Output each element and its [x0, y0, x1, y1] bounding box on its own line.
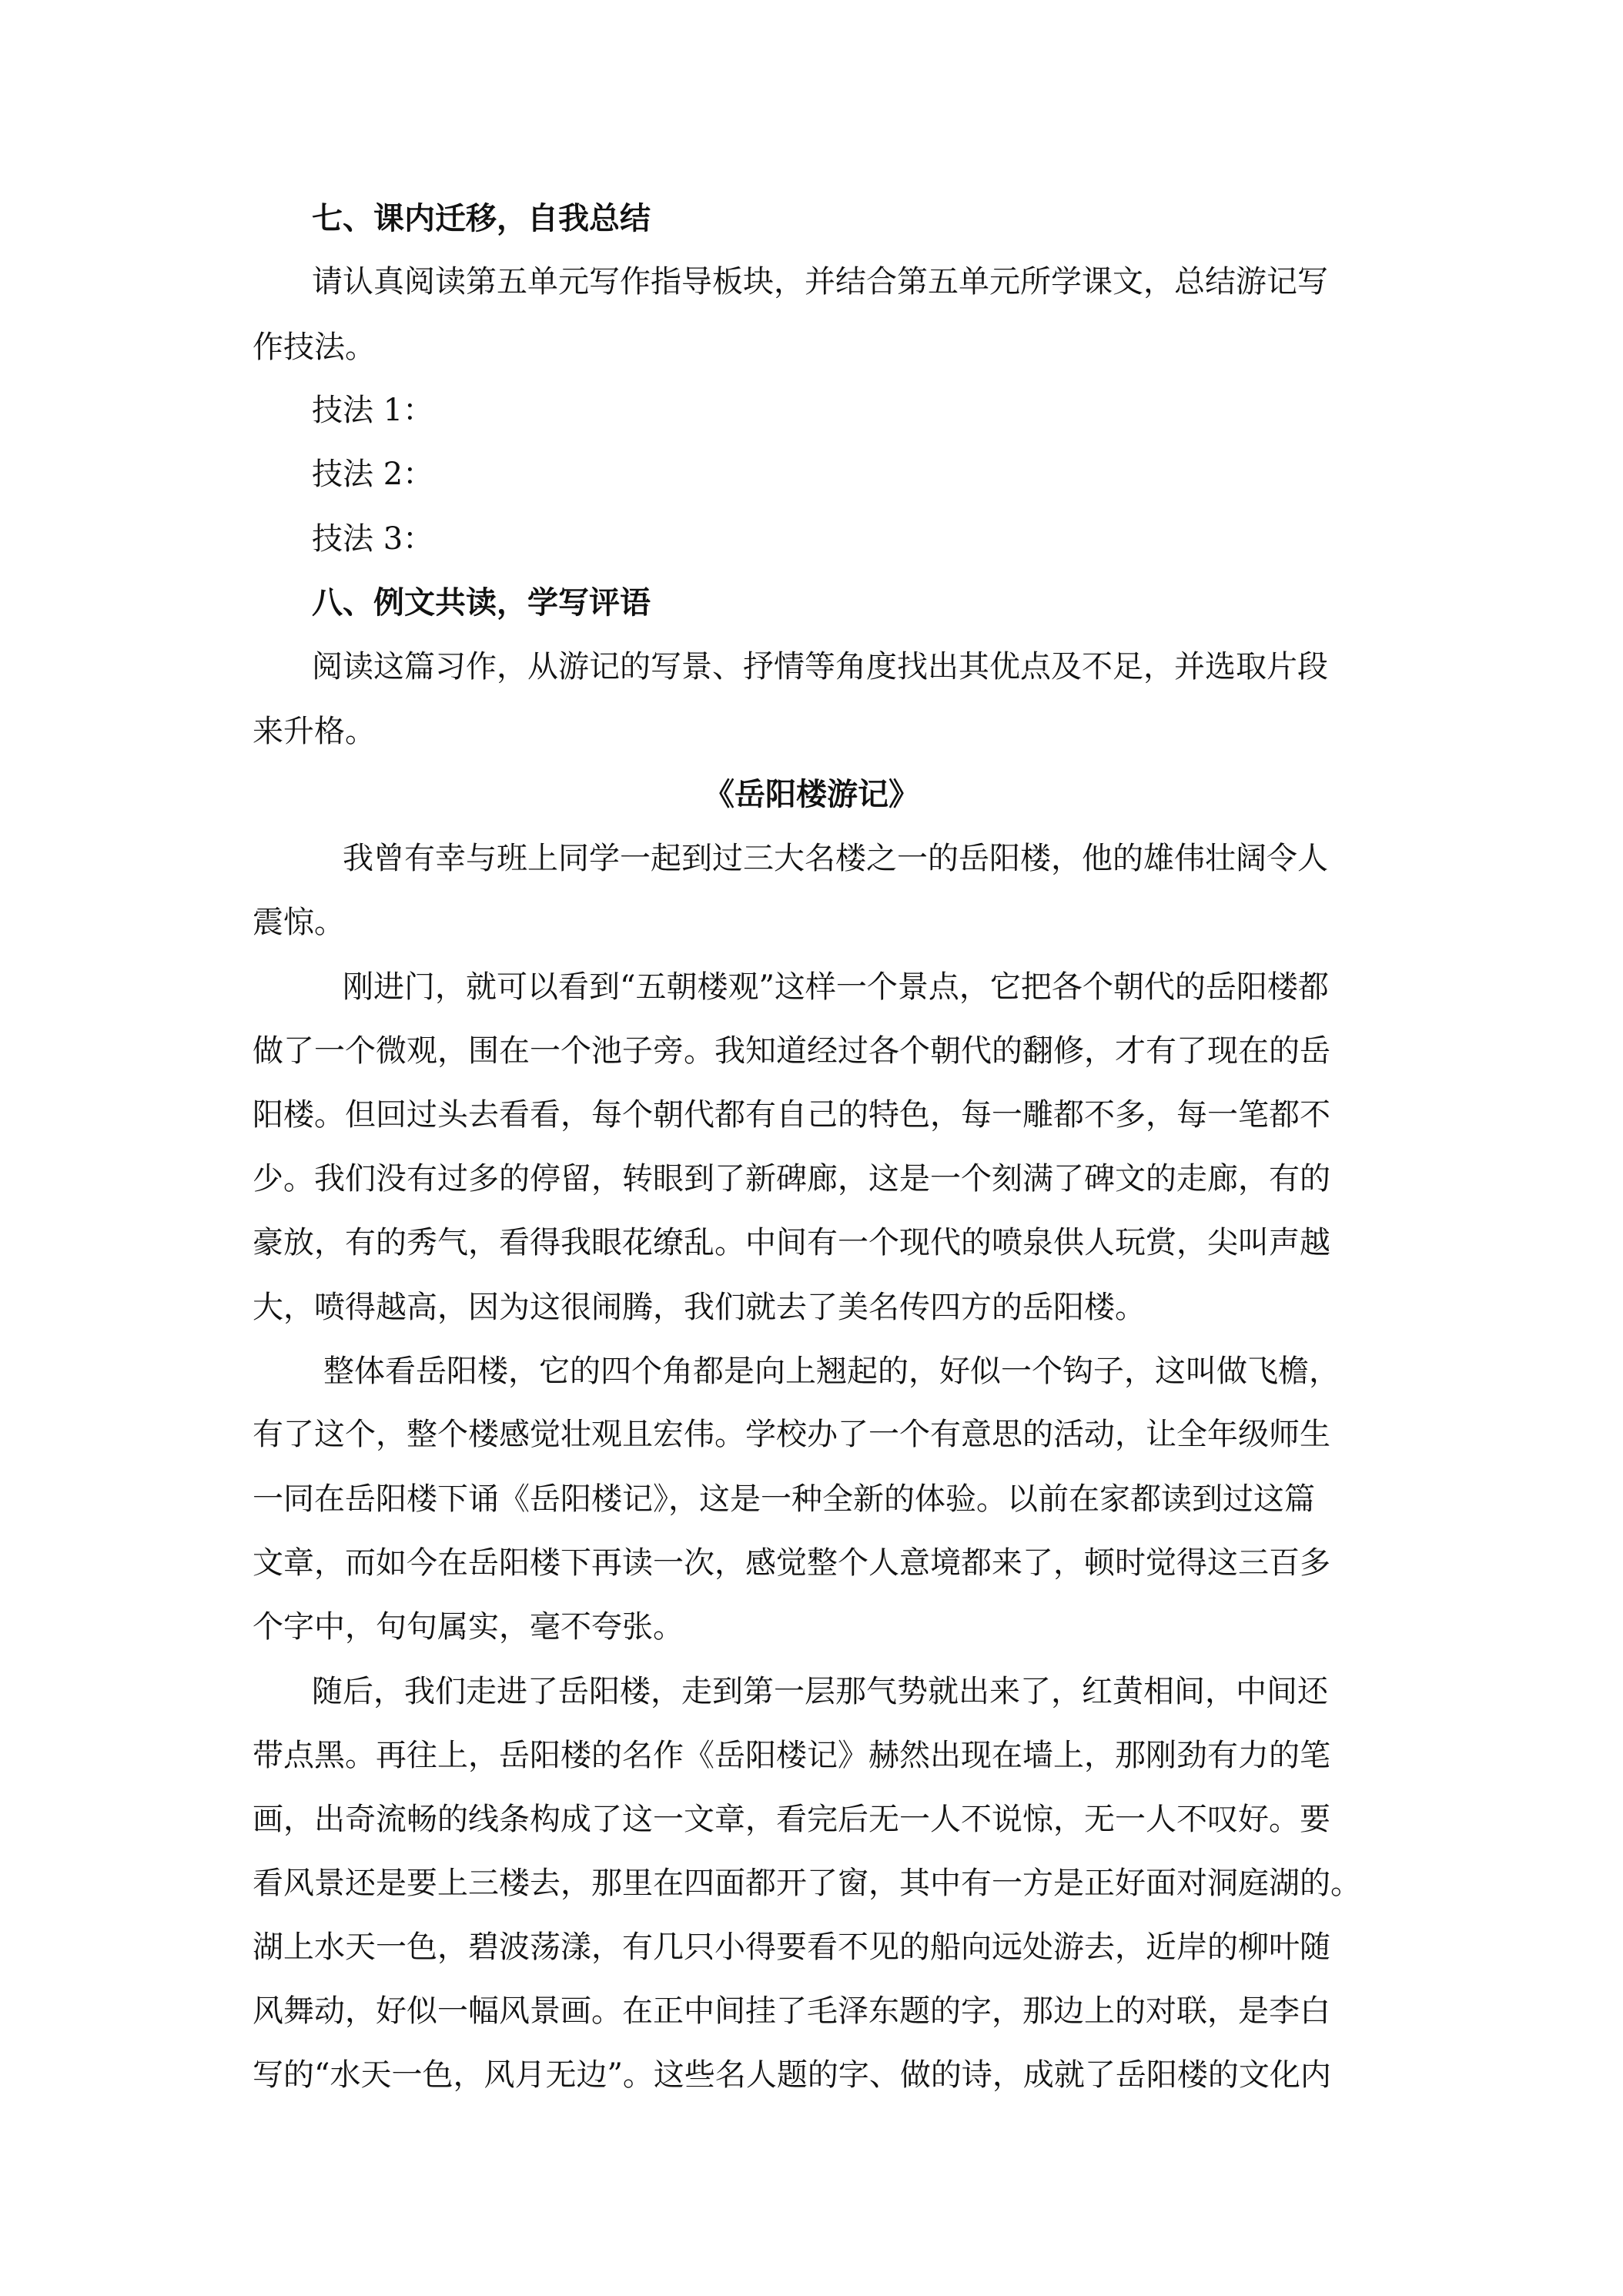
essay-p1-line-1: 我曾有幸与班上同学一起到过三大名楼之一的岳阳楼，他的雄伟壮阔令人	[343, 841, 1328, 876]
essay-title: 《岳阳楼游记》	[704, 776, 919, 812]
section7-instruction-line-2: 作技法。	[253, 330, 376, 365]
essay-p3-line-2: 有了这个，整个楼感觉壮观且宏伟。学校办了一个有意思的活动，让全年级师生	[253, 1417, 1330, 1452]
essay-p2-line-1: 刚进门，就可以看到“五朝楼观”这样一个景点，它把各个朝代的岳阳楼都	[343, 969, 1329, 1005]
essay-p2-line-2: 做了一个微观，围在一个池子旁。我知道经过各个朝代的翻修，才有了现在的岳	[253, 1033, 1330, 1069]
technique-item-2: 技法 2：	[312, 457, 434, 492]
essay-p3-line-3: 一同在岳阳楼下诵《岳阳楼记》，这是一种全新的体验。以前在家都读到过这篇	[253, 1481, 1315, 1517]
technique-item-3: 技法 3：	[312, 521, 434, 557]
technique-item-1: 技法 1：	[312, 393, 434, 428]
essay-p3-line-4: 文章，而如今在岳阳楼下再读一次，感觉整个人意境都来了，顿时觉得这三百多	[253, 1545, 1330, 1581]
essay-p2-line-4: 少。我们没有过多的停留，转眼到了新碑廊，这是一个刻满了碑文的走廊，有的	[253, 1161, 1330, 1197]
essay-p4-line-1: 随后，我们走进了岳阳楼，走到第一层那气势就出来了，红黄相间，中间还	[312, 1674, 1328, 1709]
essay-p4-line-3: 画，出奇流畅的线条构成了这一文章，看完后无一人不说惊，无一人不叹好。要	[253, 1802, 1330, 1837]
essay-p2-line-3: 阳楼。但回过头去看看，每个朝代都有自己的特色，每一雕都不多，每一笔都不	[253, 1097, 1330, 1133]
essay-p2-line-5: 豪放，有的秀气，看得我眼花缭乱。中间有一个现代的喷泉供人玩赏，尖叫声越	[253, 1225, 1330, 1260]
essay-p4-line-2: 带点黑。再往上，岳阳楼的名作《岳阳楼记》赫然出现在墙上，那刚劲有力的笔	[253, 1738, 1330, 1773]
essay-p2-line-6: 大，喷得越高，因为这很闹腾，我们就去了美名传四方的岳阳楼。	[253, 1290, 1146, 1325]
section7-heading: 七、课内迁移，自我总结	[312, 200, 651, 236]
section7-instruction-line-1: 请认真阅读第五单元写作指导板块，并结合第五单元所学课文，总结游记写	[312, 264, 1328, 300]
section8-heading: 八、例文共读，学写评语	[312, 584, 651, 621]
section8-instruction-line-1: 阅读这篇习作，从游记的写景、抒情等角度找出其优点及不足，并选取片段	[312, 649, 1328, 684]
essay-p4-line-5: 湖上水天一色，碧波荡漾，有几只小得要看不见的船向远处游去，近岸的柳叶随	[253, 1930, 1330, 1965]
section8-instruction-line-2: 来升格。	[253, 714, 376, 749]
essay-p1-line-2: 震惊。	[253, 905, 345, 940]
essay-p3-line-5: 个字中，句句属实，毫不夸张。	[253, 1609, 684, 1645]
essay-p4-line-7: 写的“水天一色，风月无边”。这些名人题的字、做的诗，成就了岳阳楼的文化内	[253, 2057, 1331, 2093]
essay-p4-line-4: 看风景还是要上三楼去，那里在四面都开了窗，其中有一方是正好面对洞庭湖的。	[253, 1866, 1361, 1901]
essay-p3-line-1: 整体看岳阳楼，它的四个角都是向上翘起的，好似一个钩子，这叫做飞檐，	[323, 1354, 1340, 1389]
essay-p4-line-6: 风舞动，好似一幅风景画。在正中间挂了毛泽东题的字，那边上的对联，是李白	[253, 1993, 1330, 2029]
